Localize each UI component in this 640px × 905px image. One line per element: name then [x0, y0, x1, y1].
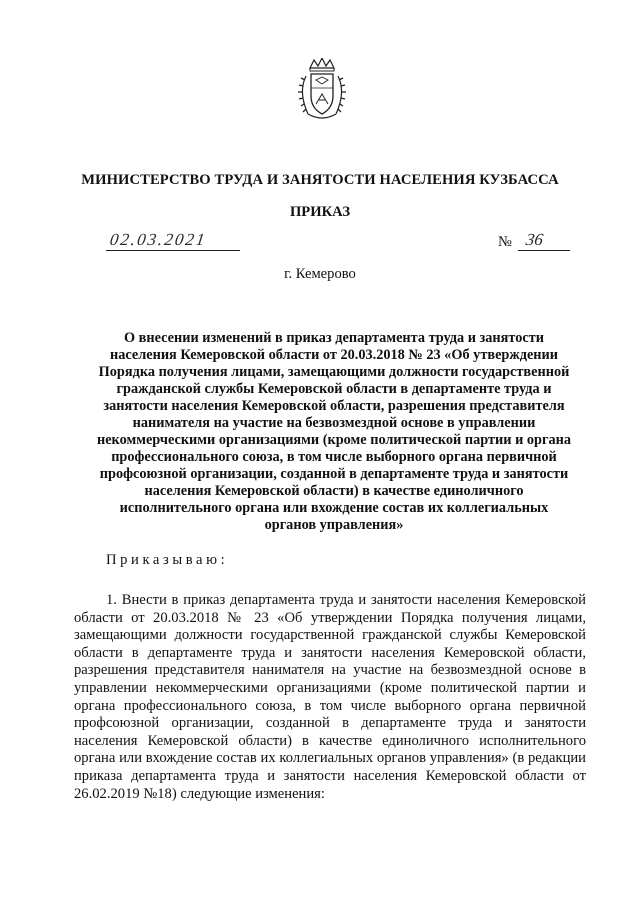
ministry-name: МИНИСТЕРСТВО ТРУДА И ЗАНЯТОСТИ НАСЕЛЕНИЯ КУЗБАССА [81, 172, 559, 188]
paragraph-1: 1. Внести в приказ департамента труда и занятости населения Кемеровской области от 20.03.2018 № 23 «Об утверждении Порядка получения лицами, замещающими должности государственной гражданской службы Кемеровской области в департаменте труда и занятости населения Кемеровской области, разрешения представителя нанимателя на участие на безвозмездной основе в управлении некоммерческими организациями (кроме политической партии и органа профессионального союза, в том числе выборного органа первичной профсоюзной организации, созданной в департаменте труда и занятости населения Кемеровской области) в качестве единоличного исполнительного органа или вхождение состав их коллегиальных органов управления» (в редакции приказа департамента труда и занятости населения Кемеровской области от 26.02.2019 №18) следующие изменения: [74, 592, 586, 802]
city: г. Кемерово [284, 266, 356, 282]
order-date-handwritten: 02.03.2021 [108, 230, 208, 249]
order-title: ПРИКАЗ [289, 204, 351, 220]
order-number-label: № [498, 234, 512, 250]
order-number-field [518, 232, 570, 251]
order-date-field [106, 232, 240, 251]
directive-word: Приказываю: [106, 552, 229, 568]
order-number-handwritten: 36 [524, 230, 545, 249]
order-subject: О внесении изменений в приказ департамента труда и занятости населения Кемеровской области от 20.03.2018 № 23 «Об утверждении Порядка получения лицами, замещающими должности государственной гражданской службы Кемеровской области в департаменте труда и занятости населения Кемеровской области, разрешения представителя нанимателя на участие на безвозмездной основе в управлении некоммерческими организациями (кроме политической партии и органа профессионального союза, в том числе выборного органа первичной профсоюзной организации, созданной в департаменте труда и занятости населения Кемеровской области) в качестве единоличного исполнительного органа или вхождение состав их коллегиальных органов управления» [96, 330, 572, 533]
kuzbass-coat-of-arms-icon [296, 58, 348, 122]
